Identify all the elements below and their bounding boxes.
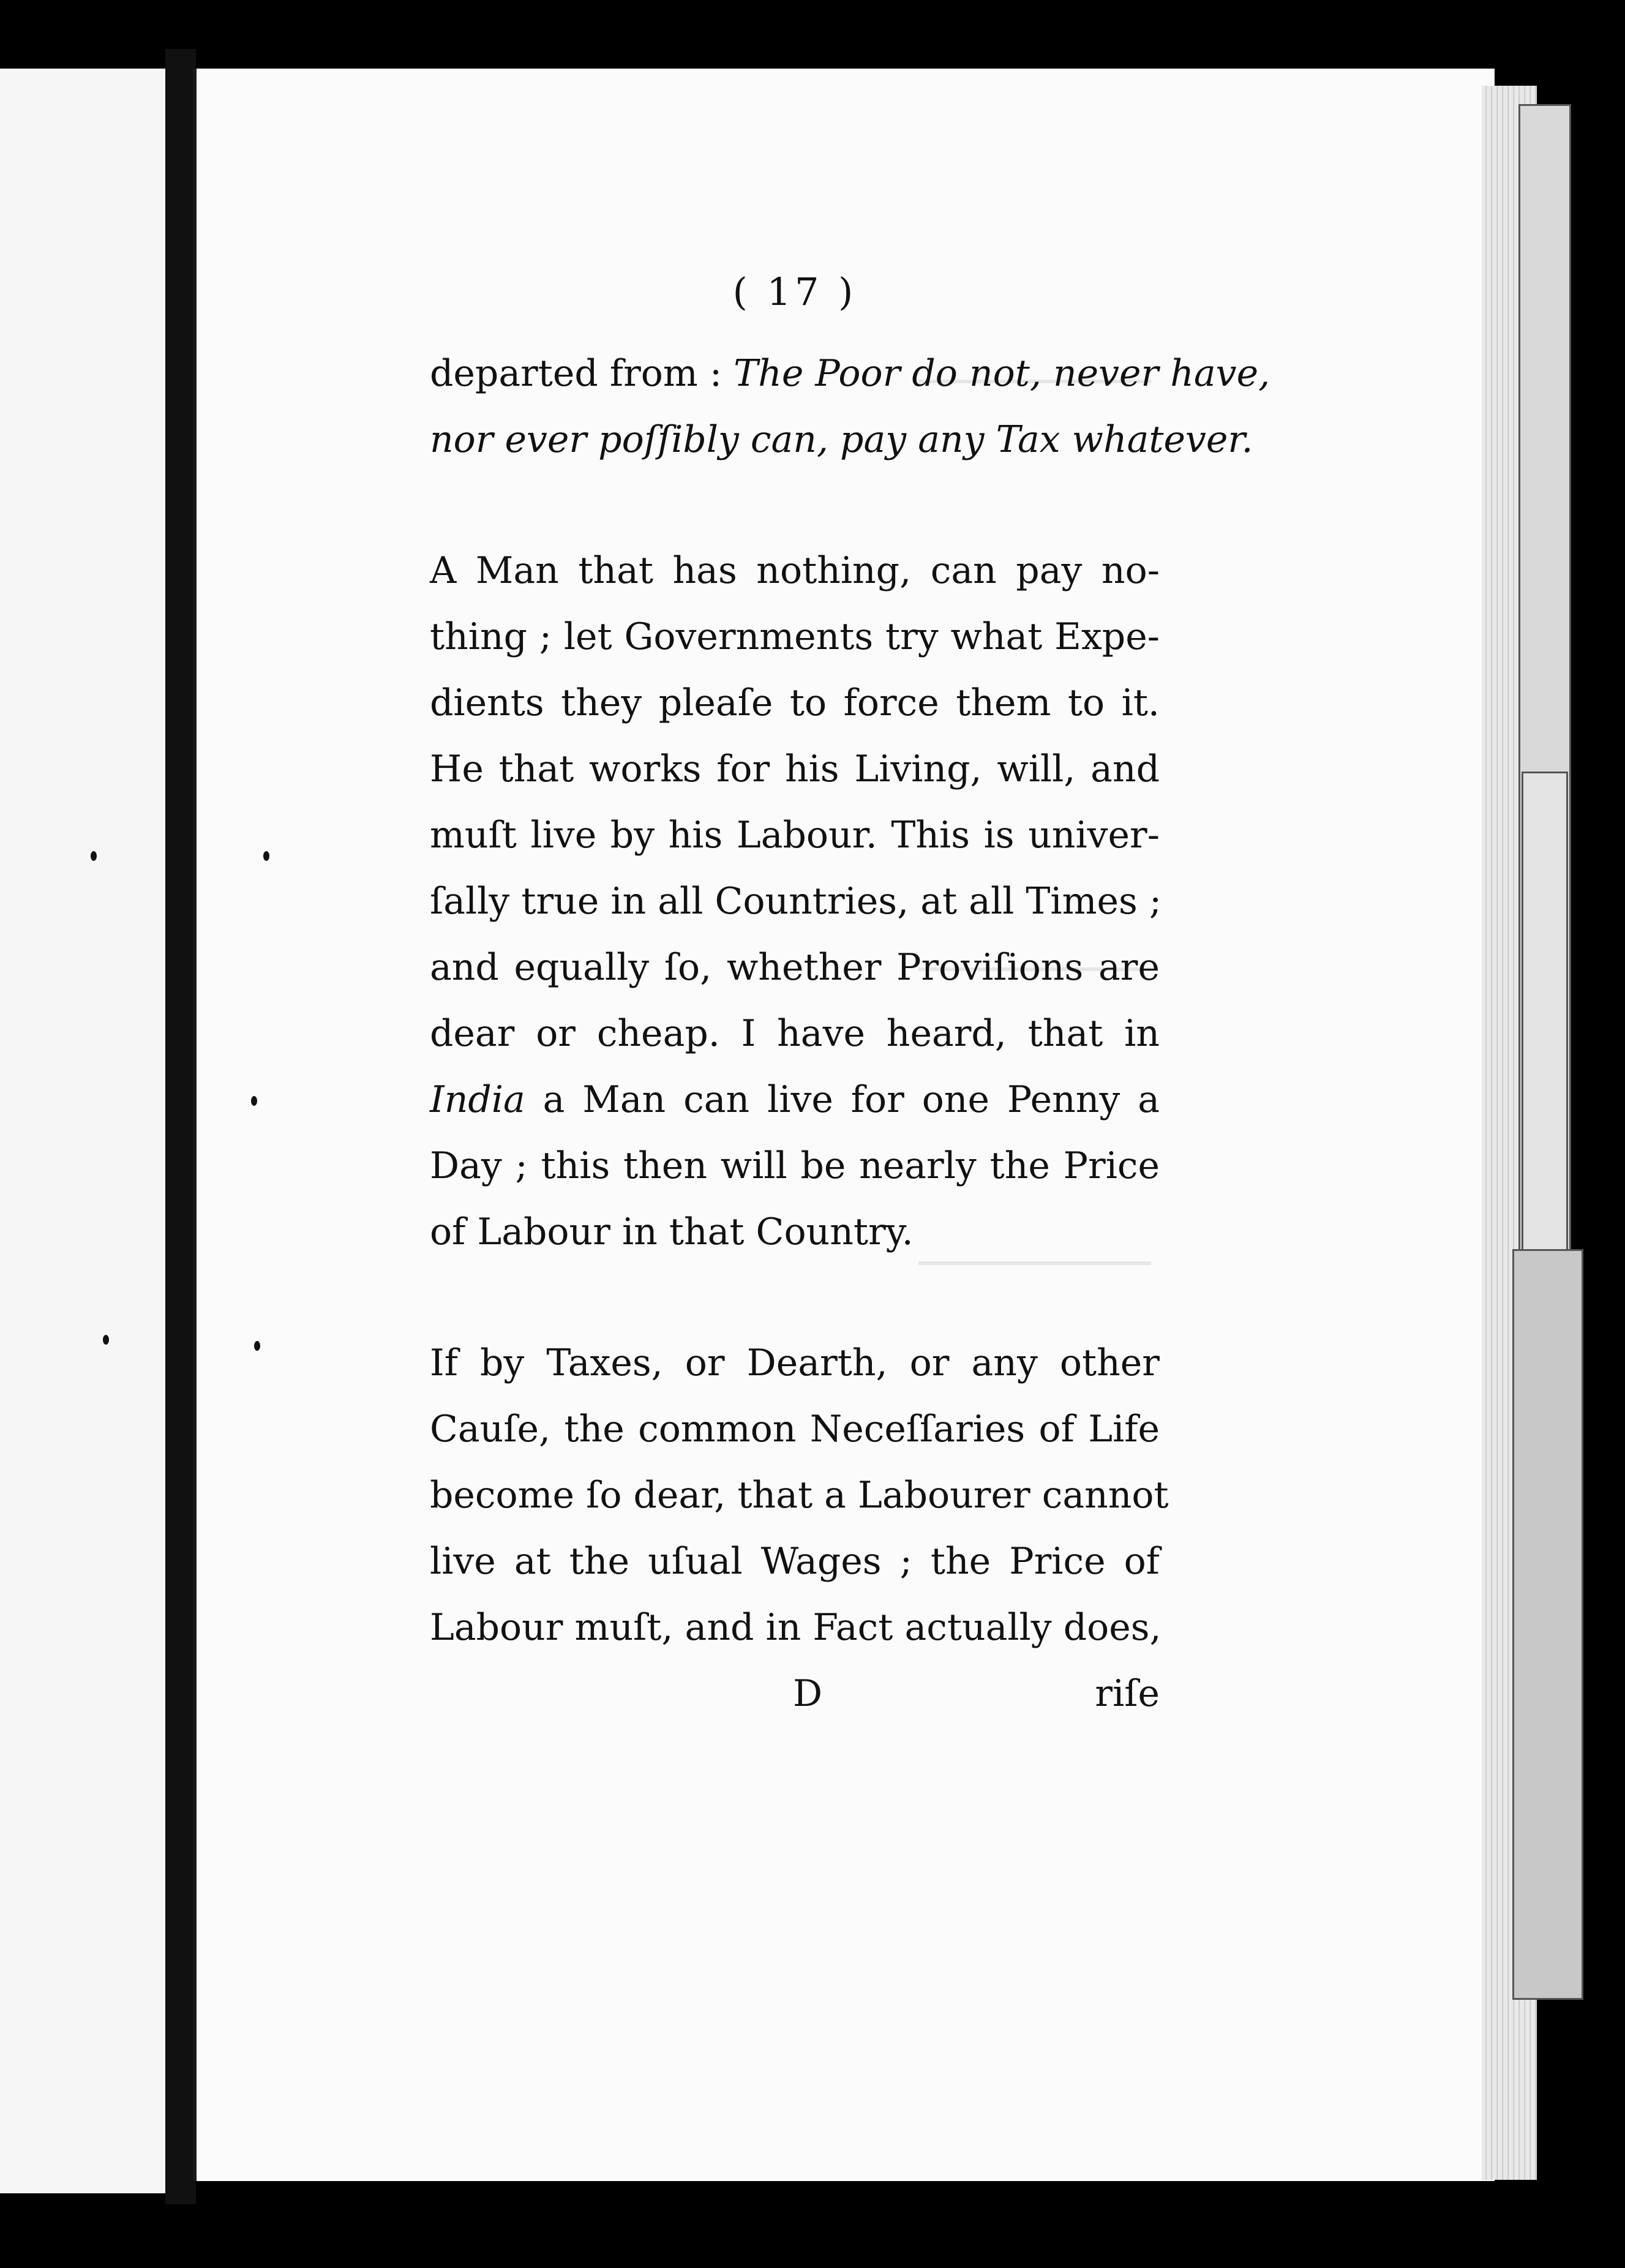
text-line — [430, 340, 1270, 407]
fore-edge-strip — [1522, 772, 1568, 1253]
text-roman: departed from : — [430, 352, 734, 395]
text-line: live at the uſual Wages ; the Price of — [430, 1540, 1160, 1583]
text-line: and equally ſo, whether Proviſions are — [430, 946, 1160, 989]
text-line: nor ever poſſibly can, pay any Tax whatever. — [430, 418, 1253, 461]
text-line: If by Taxes, or Dearth, or any other — [430, 1342, 1160, 1384]
text-italic: India — [430, 1078, 525, 1121]
text-line: muſt live by his Labour. This is univer- — [430, 814, 1160, 857]
text-line: He that works for his Living, will, and — [430, 748, 1160, 790]
facing-page-edge — [0, 69, 168, 2193]
ink-speck — [254, 1341, 260, 1351]
ink-speck — [91, 851, 97, 861]
ink-speck — [251, 1096, 257, 1106]
text-line: ſally true in all Countries, at all Times ; — [430, 880, 1162, 923]
ink-speck — [103, 1335, 109, 1345]
text-line: A Man that has nothing, can pay no- — [430, 549, 1160, 592]
catchword: riſe — [1095, 1672, 1160, 1715]
book-gutter — [165, 49, 196, 2204]
signature-mark: D — [793, 1672, 823, 1715]
text-line: become ſo dear, that a Labourer cannot — [430, 1474, 1169, 1517]
page-footer — [430, 1661, 1160, 1727]
text-line: Day ; this then will be nearly the Price — [430, 1144, 1160, 1187]
page-number: ( 17 ) — [732, 269, 857, 314]
ink-speck — [263, 851, 269, 861]
text-line: dients they pleaſe to force them to it. — [430, 682, 1160, 724]
text-line — [430, 1067, 1160, 1133]
text-line: thing ; let Governments try what Expe- — [430, 615, 1160, 658]
text-line: Labour muſt, and in Fact actually does, — [430, 1606, 1162, 1649]
text-line: dear or cheap. I have heard, that in — [430, 1012, 1160, 1055]
text-roman: a Man can live for one Penny a — [525, 1078, 1160, 1121]
ink-speck — [178, 1904, 191, 1923]
fore-edge-strip — [1512, 1249, 1583, 2000]
text-line: Cauſe, the common Neceſſaries of Life — [430, 1408, 1160, 1451]
text-line: of Labour in that Country. — [430, 1211, 914, 1253]
text-italic: The Poor do not, never have, — [734, 352, 1270, 395]
page-text — [430, 269, 1270, 1727]
